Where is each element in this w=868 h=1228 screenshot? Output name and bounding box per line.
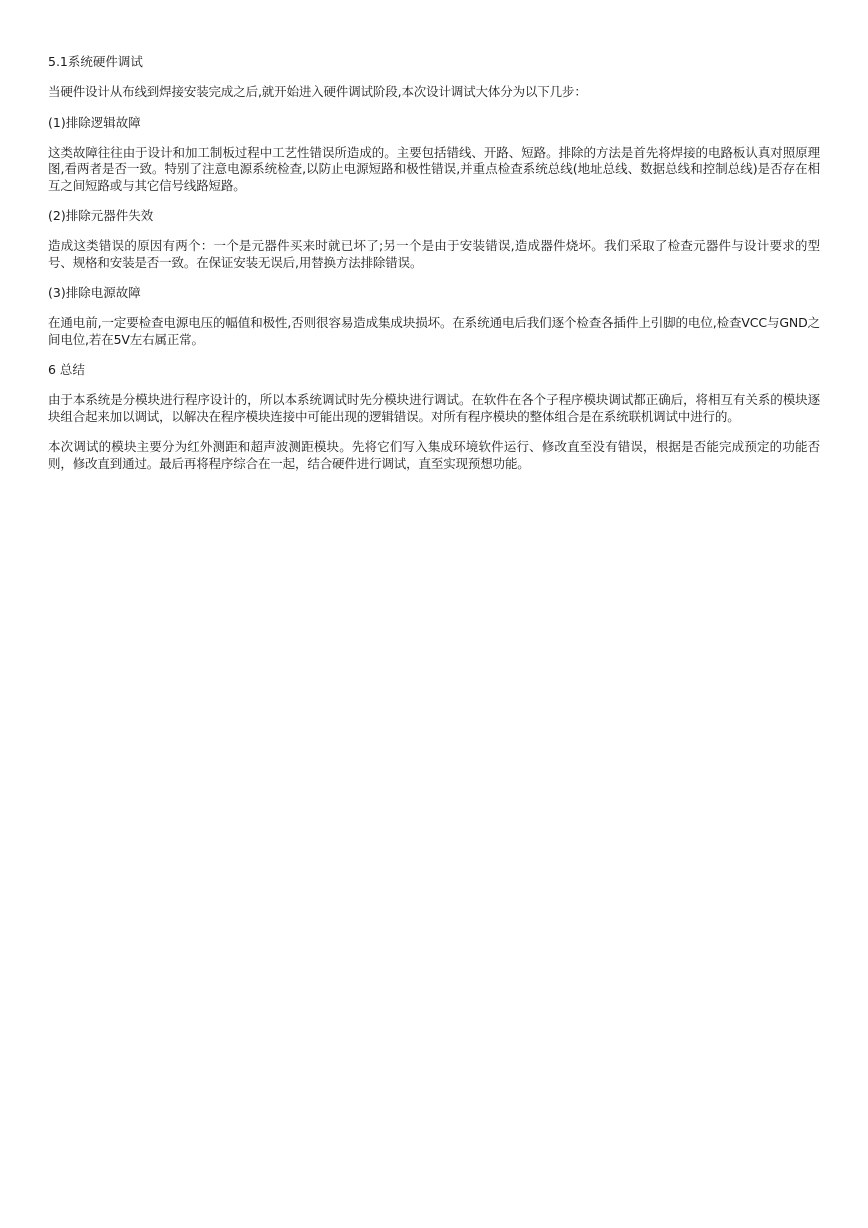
step-1-body: 这类故障往往由于设计和加工制板过程中工艺性错误所造成的。主要包括错线、开路、短路。排除的方法是首先将焊接的电路板认真对照原理图,看两者是否一致。特别了注意电源系统检查,以防止电源短路和极性错误,并重点检查系统总线(地址总线、数据总线和控制总线)是否存在相互之间短路或与其它信号线路短路。 <box>48 144 820 193</box>
step-2-body: 造成这类错误的原因有两个：一个是元器件买来时就已坏了;另一个是由于安装错误,造成器件烧坏。我们采取了检查元器件与设计要求的型号、规格和安装是否一致。在保证安装无误后,用替换方法排除错误。 <box>48 238 820 270</box>
step-3-body: 在通电前,一定要检查电源电压的幅值和极性,否则很容易造成集成块损坏。在系统通电后我们逐个检查各插件上引脚的电位,检查VCC与GND之间电位,若在5V左右属正常。 <box>48 315 820 347</box>
step-3-heading: (3)排除电源故障 <box>48 285 141 300</box>
section-6-heading: 6 总结 <box>48 362 85 377</box>
section-6-paragraph-2: 本次调试的模块主要分为红外测距和超声波测距模块。先将它们写入集成环境软件运行、修改直至没有错误，根据是否能完成预定的功能否则，修改直到通过。最后再将程序综合在一起，结合硬件进行调试，直至实现预想功能。 <box>48 439 820 471</box>
section-5-1-intro: 当硬件设计从布线到焊接安装完成之后,就开始进入硬件调试阶段,本次设计调试大体分为以下几步： <box>48 84 587 99</box>
document-page <box>48 54 820 486</box>
section-6-paragraph-1: 由于本系统是分模块进行程序设计的，所以本系统调试时先分模块进行调试。在软件在各个子程序模块调试都正确后，将相互有关系的模块逐块组合起来加以调试，以解决在程序模块连接中可能出现的逻辑错误。对所有程序模块的整体组合是在系统联机调试中进行的。 <box>48 392 820 424</box>
step-2-heading: (2)排除元器件失效 <box>48 208 154 223</box>
step-1-heading: (1)排除逻辑故障 <box>48 114 141 130</box>
section-5-1-heading: 5.1系统硬件调试 <box>48 54 143 69</box>
